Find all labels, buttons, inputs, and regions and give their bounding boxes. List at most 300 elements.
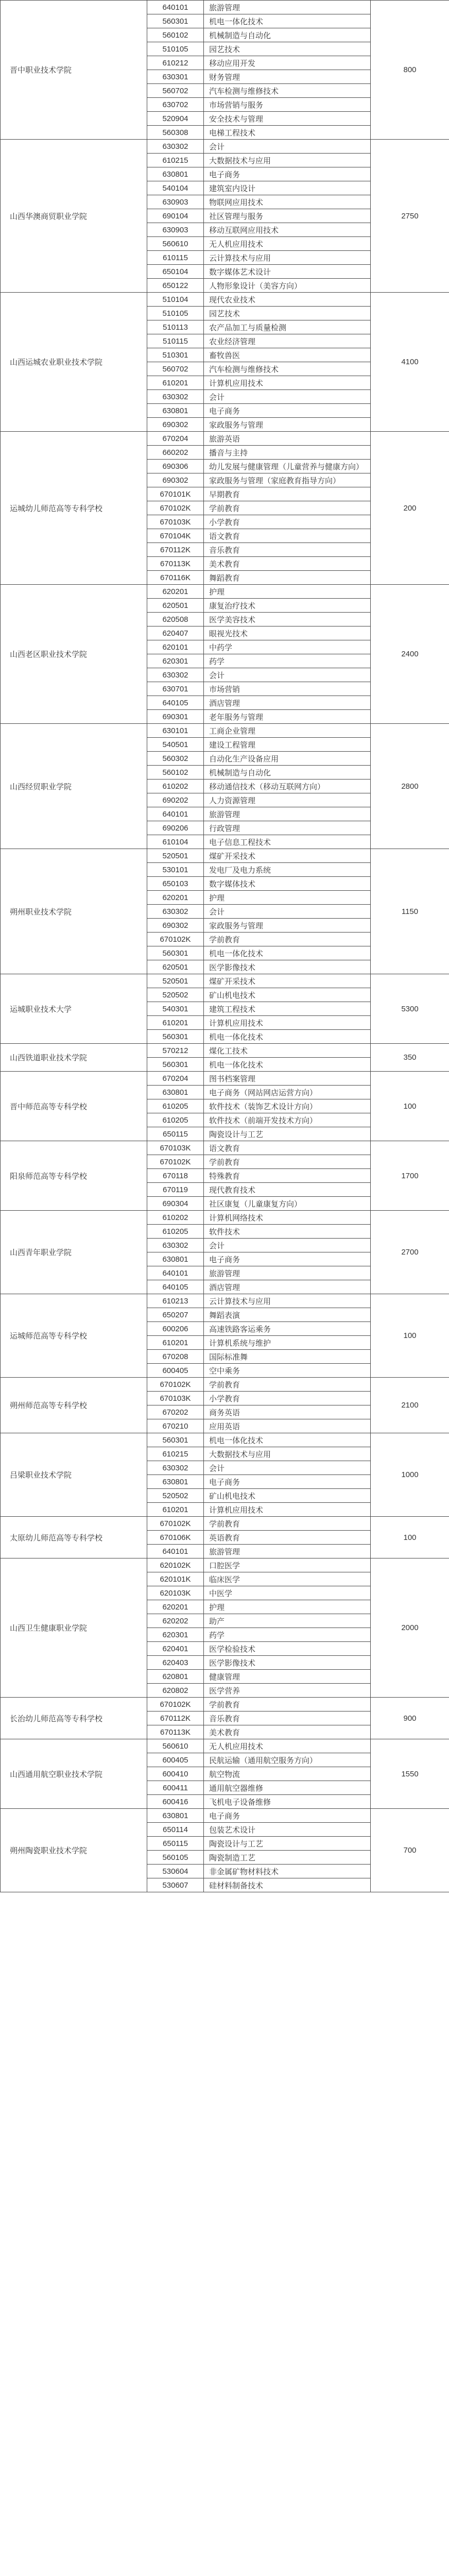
table-row xyxy=(1,1072,449,1086)
major-name-cell: 计算机应用技术 xyxy=(204,1016,371,1030)
major-name-cell: 计算机应用技术 xyxy=(204,376,371,390)
major-name-cell: 机电一体化技术 xyxy=(204,1030,371,1044)
major-name-cell: 煤矿开采技术 xyxy=(204,849,371,863)
major-name-cell: 建筑工程技术 xyxy=(204,1002,371,1016)
table-row xyxy=(1,974,449,988)
major-code-cell: 560610 xyxy=(147,237,204,251)
major-name-cell: 硅材料制备技术 xyxy=(204,1878,371,1892)
major-name-cell: 学前教育 xyxy=(204,1698,371,1711)
major-code-cell: 510301 xyxy=(147,348,204,362)
major-code-cell: 620401 xyxy=(147,1642,204,1656)
major-name-cell: 国际标准舞 xyxy=(204,1350,371,1364)
school-name-cell: 山西通用航空职业技术学院 xyxy=(1,1739,147,1809)
major-code-cell: 610212 xyxy=(147,56,204,70)
major-name-cell: 护理 xyxy=(204,585,371,599)
table-row xyxy=(1,1558,449,1572)
major-code-cell: 690302 xyxy=(147,919,204,933)
major-code-cell: 690304 xyxy=(147,1197,204,1211)
major-code-cell: 620407 xyxy=(147,626,204,640)
major-code-cell: 670103K xyxy=(147,515,204,529)
major-code-cell: 520501 xyxy=(147,849,204,863)
major-name-cell: 早期教育 xyxy=(204,487,371,501)
major-name-cell: 会计 xyxy=(204,905,371,919)
major-code-cell: 510105 xyxy=(147,42,204,56)
school-name-cell: 晋中职业技术学院 xyxy=(1,1,147,140)
major-name-cell: 社区管理与服务 xyxy=(204,209,371,223)
major-name-cell: 陶瓷制造工艺 xyxy=(204,1851,371,1865)
major-name-cell: 机电一体化技术 xyxy=(204,14,371,28)
major-name-cell: 通用航空器维修 xyxy=(204,1781,371,1795)
major-code-cell: 530604 xyxy=(147,1865,204,1878)
plan-count-cell: 800 xyxy=(371,1,449,140)
plan-count-cell: 700 xyxy=(371,1809,449,1892)
major-name-cell: 数字媒体艺术设计 xyxy=(204,265,371,279)
major-code-cell: 610201 xyxy=(147,1016,204,1030)
major-code-cell: 670102K xyxy=(147,1517,204,1531)
major-code-cell: 610201 xyxy=(147,376,204,390)
major-code-cell: 690306 xyxy=(147,460,204,473)
major-name-cell: 中药学 xyxy=(204,640,371,654)
major-code-cell: 520502 xyxy=(147,988,204,1002)
major-code-cell: 670101K xyxy=(147,487,204,501)
major-name-cell: 电子商务 xyxy=(204,404,371,418)
major-name-cell: 市场营销与服务 xyxy=(204,98,371,112)
major-code-cell: 560301 xyxy=(147,1030,204,1044)
major-name-cell: 社区康复（儿童康复方向） xyxy=(204,1197,371,1211)
major-code-cell: 610205 xyxy=(147,1113,204,1127)
major-code-cell: 670106K xyxy=(147,1531,204,1545)
major-code-cell: 670102K xyxy=(147,933,204,946)
school-name-cell: 山西华澳商贸职业学院 xyxy=(1,140,147,293)
major-code-cell: 600410 xyxy=(147,1767,204,1781)
major-name-cell: 会计 xyxy=(204,390,371,404)
major-code-cell: 670116K xyxy=(147,571,204,585)
major-name-cell: 大数据技术与应用 xyxy=(204,154,371,167)
major-name-cell: 数字媒体技术 xyxy=(204,877,371,891)
major-name-cell: 行政管理 xyxy=(204,821,371,835)
major-code-cell: 610202 xyxy=(147,1211,204,1225)
major-name-cell: 会计 xyxy=(204,1239,371,1252)
major-code-cell: 650122 xyxy=(147,279,204,293)
major-name-cell: 矿山机电技术 xyxy=(204,1489,371,1503)
major-name-cell: 电子商务 xyxy=(204,1475,371,1489)
major-code-cell: 670112K xyxy=(147,1711,204,1725)
major-code-cell: 640101 xyxy=(147,1266,204,1280)
major-name-cell: 旅游管理 xyxy=(204,1266,371,1280)
major-code-cell: 630801 xyxy=(147,1252,204,1266)
major-name-cell: 特殊教育 xyxy=(204,1169,371,1183)
plan-count-cell: 100 xyxy=(371,1072,449,1141)
major-name-cell: 园艺技术 xyxy=(204,42,371,56)
major-code-cell: 650207 xyxy=(147,1308,204,1322)
major-code-cell: 650115 xyxy=(147,1127,204,1141)
major-name-cell: 现代教育技术 xyxy=(204,1183,371,1197)
major-name-cell: 护理 xyxy=(204,1600,371,1614)
major-code-cell: 620202 xyxy=(147,1614,204,1628)
major-code-cell: 630302 xyxy=(147,668,204,682)
major-name-cell: 非金属矿物材料技术 xyxy=(204,1865,371,1878)
major-name-cell: 电子商务 xyxy=(204,1809,371,1823)
major-name-cell: 应用英语 xyxy=(204,1419,371,1433)
major-code-cell: 620301 xyxy=(147,654,204,668)
plan-count-cell: 2700 xyxy=(371,1211,449,1294)
major-code-cell: 630302 xyxy=(147,1239,204,1252)
major-name-cell: 包装艺术设计 xyxy=(204,1823,371,1837)
major-name-cell: 煤矿开采技术 xyxy=(204,974,371,988)
major-code-cell: 630302 xyxy=(147,140,204,154)
major-code-cell: 560301 xyxy=(147,1058,204,1072)
major-name-cell: 幼儿发展与健康管理（儿童营养与健康方向） xyxy=(204,460,371,473)
major-name-cell: 云计算技术与应用 xyxy=(204,1294,371,1308)
school-name-cell: 长治幼儿师范高等专科学校 xyxy=(1,1698,147,1739)
plan-count-cell: 5300 xyxy=(371,974,449,1044)
major-name-cell: 安全技术与管理 xyxy=(204,112,371,126)
major-code-cell: 630801 xyxy=(147,167,204,181)
table-row xyxy=(1,1433,449,1447)
major-code-cell: 520501 xyxy=(147,974,204,988)
major-code-cell: 670210 xyxy=(147,1419,204,1433)
major-code-cell: 610215 xyxy=(147,1447,204,1461)
school-name-cell: 山西运城农业职业技术学院 xyxy=(1,293,147,432)
major-name-cell: 农业经济管理 xyxy=(204,334,371,348)
major-name-cell: 人力资源管理 xyxy=(204,793,371,807)
major-name-cell: 机电一体化技术 xyxy=(204,946,371,960)
major-name-cell: 音乐教育 xyxy=(204,1711,371,1725)
school-name-cell: 山西青年职业学院 xyxy=(1,1211,147,1294)
major-code-cell: 690302 xyxy=(147,473,204,487)
major-code-cell: 640101 xyxy=(147,807,204,821)
major-name-cell: 医学影像技术 xyxy=(204,1656,371,1670)
major-code-cell: 620102K xyxy=(147,1558,204,1572)
major-code-cell: 620802 xyxy=(147,1684,204,1698)
major-name-cell: 移动互联网应用技术 xyxy=(204,223,371,237)
major-name-cell: 机电一体化技术 xyxy=(204,1433,371,1447)
table-row xyxy=(1,293,449,307)
major-code-cell: 560302 xyxy=(147,752,204,766)
major-code-cell: 560702 xyxy=(147,362,204,376)
major-name-cell: 护理 xyxy=(204,891,371,905)
major-name-cell: 农产品加工与质量检测 xyxy=(204,320,371,334)
major-code-cell: 630801 xyxy=(147,404,204,418)
major-code-cell: 670112K xyxy=(147,543,204,557)
major-code-cell: 690104 xyxy=(147,209,204,223)
table-row xyxy=(1,1141,449,1155)
major-code-cell: 560301 xyxy=(147,1433,204,1447)
major-name-cell: 电子商务 xyxy=(204,1252,371,1266)
major-code-cell: 600206 xyxy=(147,1322,204,1336)
major-code-cell: 670202 xyxy=(147,1405,204,1419)
major-name-cell: 康复治疗技术 xyxy=(204,599,371,613)
major-name-cell: 助产 xyxy=(204,1614,371,1628)
major-name-cell: 播音与主持 xyxy=(204,446,371,460)
plan-count-cell: 900 xyxy=(371,1698,449,1739)
major-code-cell: 630903 xyxy=(147,195,204,209)
plan-count-cell: 100 xyxy=(371,1517,449,1558)
school-name-cell: 运城幼儿师范高等专科学校 xyxy=(1,432,147,585)
table-row xyxy=(1,1517,449,1531)
major-code-cell: 620103K xyxy=(147,1586,204,1600)
major-name-cell: 机械制造与自动化 xyxy=(204,28,371,42)
major-code-cell: 530101 xyxy=(147,863,204,877)
major-name-cell: 眼视光技术 xyxy=(204,626,371,640)
school-name-cell: 山西卫生健康职业学院 xyxy=(1,1558,147,1698)
major-code-cell: 510104 xyxy=(147,293,204,307)
major-code-cell: 600411 xyxy=(147,1781,204,1795)
major-name-cell: 机电一体化技术 xyxy=(204,1058,371,1072)
major-code-cell: 670102K xyxy=(147,501,204,515)
major-name-cell: 旅游管理 xyxy=(204,1,371,14)
plan-count-cell: 1150 xyxy=(371,849,449,974)
major-code-cell: 690301 xyxy=(147,710,204,724)
major-code-cell: 610205 xyxy=(147,1225,204,1239)
major-code-cell: 650115 xyxy=(147,1837,204,1851)
table-row xyxy=(1,585,449,599)
major-name-cell: 舞蹈表演 xyxy=(204,1308,371,1322)
school-name-cell: 晋中师范高等专科学校 xyxy=(1,1072,147,1141)
major-name-cell: 会计 xyxy=(204,140,371,154)
table-row xyxy=(1,724,449,738)
major-code-cell: 560308 xyxy=(147,126,204,140)
school-name-cell: 朔州师范高等专科学校 xyxy=(1,1378,147,1433)
major-name-cell: 空中乘务 xyxy=(204,1364,371,1378)
plan-count-cell: 100 xyxy=(371,1294,449,1378)
table-row xyxy=(1,1,449,14)
major-code-cell: 620201 xyxy=(147,585,204,599)
major-code-cell: 630302 xyxy=(147,390,204,404)
major-name-cell: 旅游英语 xyxy=(204,432,371,446)
major-code-cell: 630301 xyxy=(147,70,204,84)
major-code-cell: 610213 xyxy=(147,1294,204,1308)
major-code-cell: 690202 xyxy=(147,793,204,807)
major-code-cell: 560610 xyxy=(147,1739,204,1753)
major-code-cell: 670119 xyxy=(147,1183,204,1197)
plan-count-cell: 1700 xyxy=(371,1141,449,1211)
major-name-cell: 建设工程管理 xyxy=(204,738,371,752)
major-name-cell: 旅游管理 xyxy=(204,807,371,821)
major-name-cell: 家政服务与管理（家庭教育指导方向） xyxy=(204,473,371,487)
major-name-cell: 发电厂及电力系统 xyxy=(204,863,371,877)
school-name-cell: 阳泉师范高等专科学校 xyxy=(1,1141,147,1211)
major-name-cell: 民航运输（通用航空服务方向） xyxy=(204,1753,371,1767)
major-name-cell: 小学教育 xyxy=(204,515,371,529)
major-name-cell: 高速铁路客运乘务 xyxy=(204,1322,371,1336)
major-name-cell: 学前教育 xyxy=(204,1378,371,1392)
major-name-cell: 英语教育 xyxy=(204,1531,371,1545)
major-code-cell: 650104 xyxy=(147,265,204,279)
major-code-cell: 540501 xyxy=(147,738,204,752)
major-code-cell: 640105 xyxy=(147,1280,204,1294)
major-name-cell: 美术教育 xyxy=(204,1725,371,1739)
major-name-cell: 大数据技术与应用 xyxy=(204,1447,371,1461)
major-code-cell: 630101 xyxy=(147,724,204,738)
major-code-cell: 610104 xyxy=(147,835,204,849)
major-name-cell: 电子商务（网站网店运营方向） xyxy=(204,1086,371,1099)
major-name-cell: 机械制造与自动化 xyxy=(204,766,371,779)
major-name-cell: 园艺技术 xyxy=(204,307,371,320)
major-code-cell: 660202 xyxy=(147,446,204,460)
major-name-cell: 无人机应用技术 xyxy=(204,1739,371,1753)
major-name-cell: 图书档案管理 xyxy=(204,1072,371,1086)
major-name-cell: 酒店管理 xyxy=(204,1280,371,1294)
table-row xyxy=(1,849,449,863)
major-code-cell: 610205 xyxy=(147,1099,204,1113)
major-name-cell: 临床医学 xyxy=(204,1572,371,1586)
major-code-cell: 670208 xyxy=(147,1350,204,1364)
major-code-cell: 670103K xyxy=(147,1141,204,1155)
major-code-cell: 560301 xyxy=(147,14,204,28)
table-body xyxy=(1,1,449,1892)
major-name-cell: 音乐教育 xyxy=(204,543,371,557)
school-name-cell: 山西老区职业技术学院 xyxy=(1,585,147,724)
major-name-cell: 学前教育 xyxy=(204,933,371,946)
major-name-cell: 现代农业技术 xyxy=(204,293,371,307)
major-code-cell: 630801 xyxy=(147,1475,204,1489)
school-name-cell: 吕梁职业技术学院 xyxy=(1,1433,147,1517)
major-code-cell: 610201 xyxy=(147,1336,204,1350)
major-name-cell: 畜牧兽医 xyxy=(204,348,371,362)
major-code-cell: 630801 xyxy=(147,1809,204,1823)
major-name-cell: 自动化生产设备应用 xyxy=(204,752,371,766)
major-name-cell: 财务管理 xyxy=(204,70,371,84)
major-code-cell: 540104 xyxy=(147,181,204,195)
major-name-cell: 酒店管理 xyxy=(204,696,371,710)
major-name-cell: 飞机电子设备维修 xyxy=(204,1795,371,1809)
major-name-cell: 人物形象设计（美容方向） xyxy=(204,279,371,293)
major-code-cell: 530607 xyxy=(147,1878,204,1892)
major-name-cell: 计算机系统与维护 xyxy=(204,1336,371,1350)
major-name-cell: 医学美容技术 xyxy=(204,613,371,626)
major-name-cell: 语文教育 xyxy=(204,1141,371,1155)
major-name-cell: 医学检验技术 xyxy=(204,1642,371,1656)
major-code-cell: 510105 xyxy=(147,307,204,320)
major-code-cell: 670102K xyxy=(147,1698,204,1711)
major-code-cell: 640105 xyxy=(147,696,204,710)
major-name-cell: 会计 xyxy=(204,1461,371,1475)
table-row xyxy=(1,1739,449,1753)
major-code-cell: 620101 xyxy=(147,640,204,654)
major-code-cell: 690206 xyxy=(147,821,204,835)
major-code-cell: 690302 xyxy=(147,418,204,432)
major-code-cell: 670102K xyxy=(147,1155,204,1169)
school-name-cell: 山西经贸职业学院 xyxy=(1,724,147,849)
major-name-cell: 软件技术 xyxy=(204,1225,371,1239)
major-code-cell: 650114 xyxy=(147,1823,204,1837)
major-name-cell: 药学 xyxy=(204,654,371,668)
plan-count-cell: 200 xyxy=(371,432,449,585)
major-name-cell: 云计算技术与应用 xyxy=(204,251,371,265)
major-code-cell: 620501 xyxy=(147,599,204,613)
major-code-cell: 670118 xyxy=(147,1169,204,1183)
major-code-cell: 640101 xyxy=(147,1545,204,1558)
major-name-cell: 电子商务 xyxy=(204,167,371,181)
major-code-cell: 620101K xyxy=(147,1572,204,1586)
major-code-cell: 620301 xyxy=(147,1628,204,1642)
major-code-cell: 630302 xyxy=(147,905,204,919)
major-code-cell: 510115 xyxy=(147,334,204,348)
major-name-cell: 口腔医学 xyxy=(204,1558,371,1572)
major-code-cell: 630801 xyxy=(147,1086,204,1099)
major-code-cell: 610202 xyxy=(147,779,204,793)
major-code-cell: 670204 xyxy=(147,432,204,446)
major-name-cell: 计算机应用技术 xyxy=(204,1503,371,1517)
table-row xyxy=(1,1809,449,1823)
major-code-cell: 560102 xyxy=(147,766,204,779)
major-name-cell: 旅游管理 xyxy=(204,1545,371,1558)
major-name-cell: 医学营养 xyxy=(204,1684,371,1698)
major-name-cell: 家政服务与管理 xyxy=(204,418,371,432)
major-name-cell: 电子信息工程技术 xyxy=(204,835,371,849)
major-name-cell: 物联网应用技术 xyxy=(204,195,371,209)
major-code-cell: 610115 xyxy=(147,251,204,265)
table-row xyxy=(1,1294,449,1308)
major-name-cell: 美术教育 xyxy=(204,557,371,571)
major-name-cell: 陶瓷设计与工艺 xyxy=(204,1127,371,1141)
major-code-cell: 670113K xyxy=(147,557,204,571)
major-code-cell: 620403 xyxy=(147,1656,204,1670)
major-name-cell: 健康管理 xyxy=(204,1670,371,1684)
plan-count-cell: 1000 xyxy=(371,1433,449,1517)
major-code-cell: 610201 xyxy=(147,1503,204,1517)
major-name-cell: 软件技术（装饰艺术设计方向） xyxy=(204,1099,371,1113)
major-code-cell: 570212 xyxy=(147,1044,204,1058)
major-code-cell: 510113 xyxy=(147,320,204,334)
major-name-cell: 工商企业管理 xyxy=(204,724,371,738)
major-name-cell: 中医学 xyxy=(204,1586,371,1600)
major-name-cell: 商务英语 xyxy=(204,1405,371,1419)
plan-count-cell: 2000 xyxy=(371,1558,449,1698)
major-name-cell: 计算机网络技术 xyxy=(204,1211,371,1225)
plan-count-cell: 1550 xyxy=(371,1739,449,1809)
major-name-cell: 学前教育 xyxy=(204,1517,371,1531)
major-code-cell: 620801 xyxy=(147,1670,204,1684)
major-name-cell: 陶瓷设计与工艺 xyxy=(204,1837,371,1851)
major-name-cell: 语文教育 xyxy=(204,529,371,543)
plan-count-cell: 2100 xyxy=(371,1378,449,1433)
major-code-cell: 610215 xyxy=(147,154,204,167)
major-code-cell: 560105 xyxy=(147,1851,204,1865)
major-code-cell: 670204 xyxy=(147,1072,204,1086)
major-code-cell: 560702 xyxy=(147,84,204,98)
major-code-cell: 630903 xyxy=(147,223,204,237)
major-code-cell: 640101 xyxy=(147,1,204,14)
major-name-cell: 家政服务与管理 xyxy=(204,919,371,933)
plan-count-cell: 4100 xyxy=(371,293,449,432)
table-row xyxy=(1,432,449,446)
major-name-cell: 航空物流 xyxy=(204,1767,371,1781)
major-name-cell: 小学教育 xyxy=(204,1392,371,1405)
school-name-cell: 运城职业技术大学 xyxy=(1,974,147,1044)
major-code-cell: 630702 xyxy=(147,98,204,112)
major-code-cell: 620501 xyxy=(147,960,204,974)
plan-count-cell: 2800 xyxy=(371,724,449,849)
table-row xyxy=(1,1698,449,1711)
major-code-cell: 670113K xyxy=(147,1725,204,1739)
table-row xyxy=(1,1378,449,1392)
plan-count-cell: 2400 xyxy=(371,585,449,724)
major-code-cell: 540301 xyxy=(147,1002,204,1016)
school-name-cell: 朔州职业技术学院 xyxy=(1,849,147,974)
major-name-cell: 老年服务与管理 xyxy=(204,710,371,724)
major-name-cell: 煤化工技术 xyxy=(204,1044,371,1058)
major-name-cell: 医学影像技术 xyxy=(204,960,371,974)
major-name-cell: 汽车检测与维修技术 xyxy=(204,362,371,376)
major-name-cell: 移动应用开发 xyxy=(204,56,371,70)
major-code-cell: 670104K xyxy=(147,529,204,543)
major-code-cell: 620508 xyxy=(147,613,204,626)
major-name-cell: 市场营销 xyxy=(204,682,371,696)
table-row xyxy=(1,140,449,154)
major-code-cell: 630302 xyxy=(147,1461,204,1475)
